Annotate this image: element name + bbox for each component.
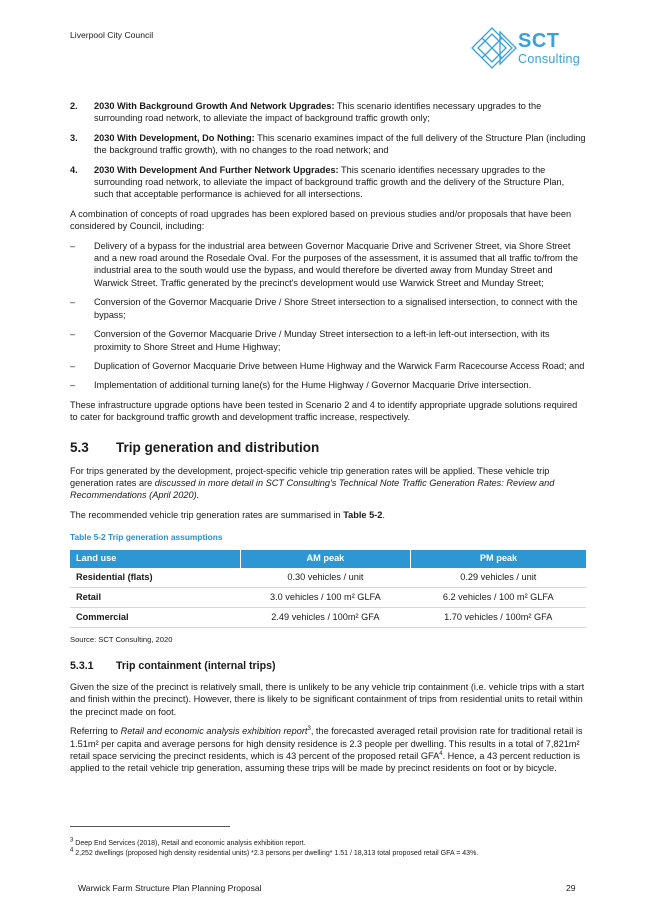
upgrade-item xyxy=(70,328,586,353)
scenario-item xyxy=(70,100,586,125)
table-row xyxy=(70,568,586,588)
scenario-lead: 2030 With Development And Further Network Upgrades: xyxy=(94,164,339,175)
dash-marker: – xyxy=(70,360,76,371)
table-header-cell: Land use xyxy=(70,550,240,568)
upgrade-text: Implementation of additional turning lane(s) for the Hume Highway / Governor Macquarie Drive intersection. xyxy=(94,380,532,391)
upgrade-item xyxy=(70,240,586,290)
containment-paragraph: Given the size of the precinct is relatively small, there is unlikely to be any vehicle trip containment (i.e. vehicle trips with a start and finish within the precinct). However, there is likely to be significant containment of trips from residential units to retail within the precinct made on foot. xyxy=(70,681,585,717)
paragraph-text: , the forecasted averaged retail provision rate for traditional retail is 1.51m² per capita and average persons for high density residence is 2.3 people per dwelling. This results in a total of 7,821m² retail space servicing the precinct residents, which is 43 percent of the proposed retail GFA xyxy=(70,726,583,761)
table-caption: Table 5-2 Trip generation assumptions xyxy=(70,532,223,543)
paragraph-text: For trips generated by the development, project-specific vehicle trip generation rates will be applied. These vehicle trip generation rates are xyxy=(70,465,550,488)
dash-marker: – xyxy=(70,380,76,391)
table-cell: 6.2 vehicles / 100 m² GLFA xyxy=(411,587,586,607)
tested-paragraph: These infrastructure upgrade options have been tested in Scenario 2 and 4 to identify appropriate upgrade solutions required to cater for background traffic growth and development traffic increase, respectively. xyxy=(70,399,578,423)
subsection-title: Trip containment (internal trips) xyxy=(116,659,276,672)
upgrade-item xyxy=(70,360,586,372)
table-cell: Retail xyxy=(70,587,240,607)
sct-consulting-logo xyxy=(470,26,590,72)
logo-text-secondary: Consulting xyxy=(518,52,581,66)
scenario-number: 3. xyxy=(70,132,78,143)
scenario-lead: 2030 With Development, Do Nothing: xyxy=(94,132,255,143)
scenario-item xyxy=(70,164,586,201)
dash-marker: – xyxy=(70,329,76,340)
paragraph-text: . Hence, a 43 percent reduction is applied to the retail vehicle trip generation, assuming these trips will be made by precinct residents on foot or by bicycle. xyxy=(70,751,580,774)
footer-title: Warwick Farm Structure Plan Planning Proposal xyxy=(78,883,262,893)
paragraph-italic: Retail and economic analysis exhibition report xyxy=(120,726,308,737)
scenario-text: This scenario examines impact of the full delivery of the Structure Plan (including the background traffic growth), with no changes to the road network; and xyxy=(94,132,586,156)
section-number: 5.3 xyxy=(70,439,89,455)
dash-marker: – xyxy=(70,297,76,308)
table-header-row xyxy=(70,550,586,568)
footnote-ref[interactable]: 4 xyxy=(439,750,443,757)
table-cell: 2.49 vehicles / 100m² GFA xyxy=(240,607,410,627)
scenario-number: 4. xyxy=(70,164,78,175)
scenario-number: 2. xyxy=(70,101,78,111)
page-number: 29 xyxy=(566,883,576,893)
paragraph-text: Referring to xyxy=(70,726,121,737)
table-reference: Table 5-2 xyxy=(343,509,383,520)
table-cell: 1.70 vehicles / 100m² GFA xyxy=(411,607,586,627)
table-header-cell: PM peak xyxy=(411,550,586,568)
logo-diamond-icon xyxy=(470,26,522,72)
intro-paragraph: A combination of concepts of road upgrades has been explored based on previous studies and/or proposals that have been considered by Council, including: xyxy=(70,208,572,232)
paragraph-text: . xyxy=(382,509,385,520)
section-heading xyxy=(70,440,586,456)
dash-marker: – xyxy=(70,240,76,251)
upgrade-item xyxy=(70,379,586,391)
table-row xyxy=(70,587,586,607)
trip-generation-table xyxy=(70,550,586,628)
footnote-mark: 4 xyxy=(70,847,74,854)
summary-paragraph xyxy=(70,509,586,521)
table-cell: 0.30 vehicles / unit xyxy=(240,568,410,588)
footnote xyxy=(70,849,590,859)
table-cell: 0.29 vehicles / unit xyxy=(411,568,586,588)
scenario-item xyxy=(70,132,586,157)
table-header-cell: AM peak xyxy=(240,550,410,568)
section-title: Trip generation and distribution xyxy=(116,439,320,455)
footnote-mark: 3 xyxy=(70,837,74,844)
retail-analysis-paragraph xyxy=(70,725,586,775)
upgrade-text: Delivery of a bypass for the industrial area between Governor Macquarie Drive and Scrivener Street, via Shore Street and a new road around the Rosedale Oval. For the purposes of the assessment, it is assumed that all traffic to/from the industrial area to the south would use the bypass, and would therefore be diverted away from Munday Street and Warwick Street. Traffic generated by the precinct's development would use Warwick Street and Munday Street; xyxy=(94,240,578,288)
upgrade-text: Duplication of Governor Macquarie Drive between Hume Highway and the Warwick Farm Racecourse Access Road; and xyxy=(94,360,585,371)
footnotes xyxy=(70,839,590,859)
upgrade-text: Conversion of the Governor Macquarie Drive / Shore Street intersection to a signalised intersection, to connect with the bypass; xyxy=(94,297,578,320)
table-row xyxy=(70,607,586,627)
header-client: Liverpool City Council xyxy=(70,30,154,40)
table-source: Source: SCT Consulting, 2020 xyxy=(70,634,173,644)
table-cell: Residential (flats) xyxy=(70,568,240,588)
scenario-text: This scenario identifies necessary upgrades to the surrounding road network, to alleviate the impact of background traffic growth only; xyxy=(94,101,542,124)
body-content xyxy=(70,100,586,782)
footnote-ref[interactable]: 3 xyxy=(307,726,311,733)
paragraph-italic: discussed in more detail in SCT Consulting's Technical Note Traffic Generation Rates: Review and Recommendations (April 2020). xyxy=(70,477,555,501)
subsection-heading xyxy=(70,660,586,673)
table-cell: Commercial xyxy=(70,607,240,627)
table-cell: 3.0 vehicles / 100 m² GLFA xyxy=(240,587,410,607)
footnote-text: Deep End Services (2018), Retail and economic analysis exhibition report. xyxy=(73,840,306,847)
scenario-lead: 2030 With Background Growth And Network Upgrades: xyxy=(94,101,335,111)
footnote-divider xyxy=(70,826,230,827)
subsection-number: 5.3.1 xyxy=(70,659,94,672)
footnote-text: 2,252 dwellings (proposed high density residential units) *2.3 persons per dwelling* 1.51 / 18,313 total proposed retail GFA = 43%. xyxy=(73,850,479,857)
scenario-text: This scenario identifies necessary upgrades to the surrounding road network, to alleviate the impact of background traffic growth and the delivery of the Structure Plan, such that acceptable performance is achieved for all intersections. xyxy=(94,164,565,200)
upgrade-item xyxy=(70,296,586,321)
footnote xyxy=(70,839,590,849)
trip-rates-paragraph xyxy=(70,465,586,502)
logo-text-primary: SCT xyxy=(518,30,560,52)
paragraph-text: The recommended vehicle trip generation rates are summarised in xyxy=(70,509,344,520)
upgrade-text: Conversion of the Governor Macquarie Drive / Munday Street intersection to a left-in left-out intersection, with its proximity to Shore Street and Hume Highway; xyxy=(94,329,550,352)
